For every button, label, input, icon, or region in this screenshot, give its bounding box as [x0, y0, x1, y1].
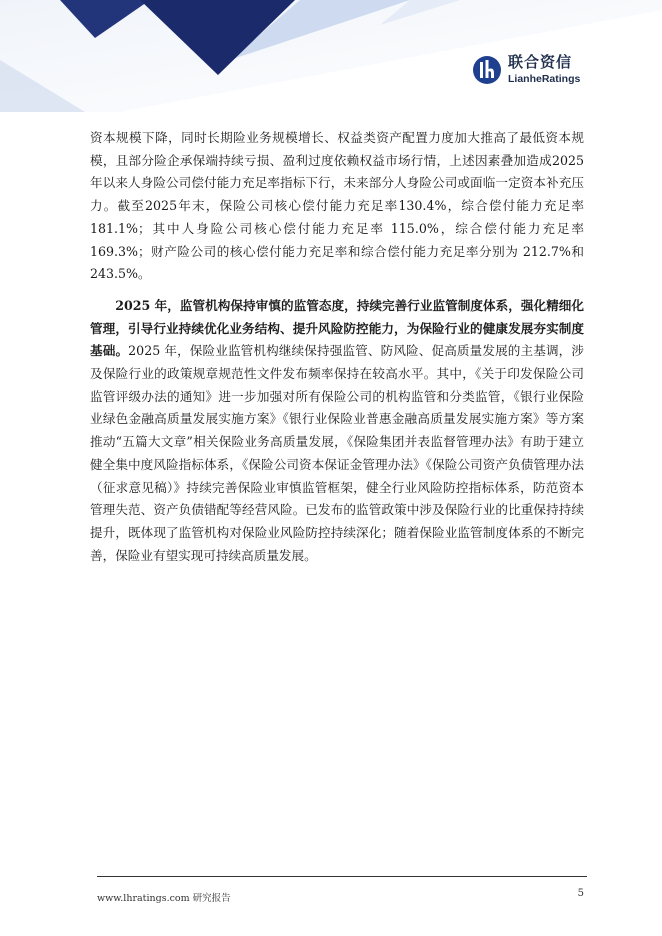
report-body	[90, 127, 584, 567]
paragraph-regulation	[90, 295, 584, 567]
lianhe-logo-icon	[472, 55, 502, 85]
paragraph-regulation-text: 2025 年，保险业监管机构继续保持强监管、防风险、促高质量发展的主基调，涉及保险行业的政策规章规范性文件发布频率保持在较高水平。其中，《关于印发保险公司监管评级办法的通知》进一步加强对所有保险公司的机构监管和分类监管，《银行业保险业绿色金融高质量发展实施方案》《银行业保险业普惠金融高质量发展实施方案》等方案推动“五篇大文章”相关保险业务高质量发展，《保险集团并表监督管理办法》有助于建立健全集中度风险指标体系，《保险公司资本保证金管理办法》《保险公司资产负债管理办法（征求意见稿）》持续完善保险业审慎监管框架，健全行业风险防控指标体系，防范资本管理失范、资产负债错配等经营风险。已发布的监管政策中涉及保险行业的比重保持持续提升，既体现了监管机构对保险业风险防控持续深化；随着保险业监管制度体系的不断完善，保险业有望实现可持续高质量发展。	[90, 343, 585, 563]
brand-logo	[472, 50, 612, 90]
paragraph-solvency: 资本规模下降，同时长期险业务规模增长、权益类资产配置力度加大推高了最低资本规模，且部分险企承保端持续亏损、盈利过度依赖权益市场行情，上述因素叠加造成2025年以来人身险公司偿付能力充足率指标下行，未来部分人身险公司或面临一定资本补充压力。截至2025年末，保险公司核心偿付能力充足率130.4%，综合偿付能力充足率 181.1%；其中人身险公司核心偿付能力充足率 115.0%，综合偿付能力充足率 169.3%；财产险公司的核心偿付能力充足率和综合偿付能力充足率分别为 212.7%和 243.5%。	[90, 130, 584, 282]
logo-english-name: LianheRatings	[508, 73, 581, 86]
page-number: 5	[577, 888, 584, 899]
paragraph-lead-bold: 2025 年，监管机构保持审慎的监管态度，持续完善行业监管制度体系，强化精细化管理，引导行业持续优化业务结构、提升风险防控能力，为保险行业的健康发展夯实制度基础。	[90, 297, 584, 359]
logo-chinese-name: 联合资信	[508, 53, 573, 72]
footer-divider	[97, 876, 587, 877]
footer-site-link[interactable]: www.lhratings.com 研究报告	[97, 893, 231, 904]
